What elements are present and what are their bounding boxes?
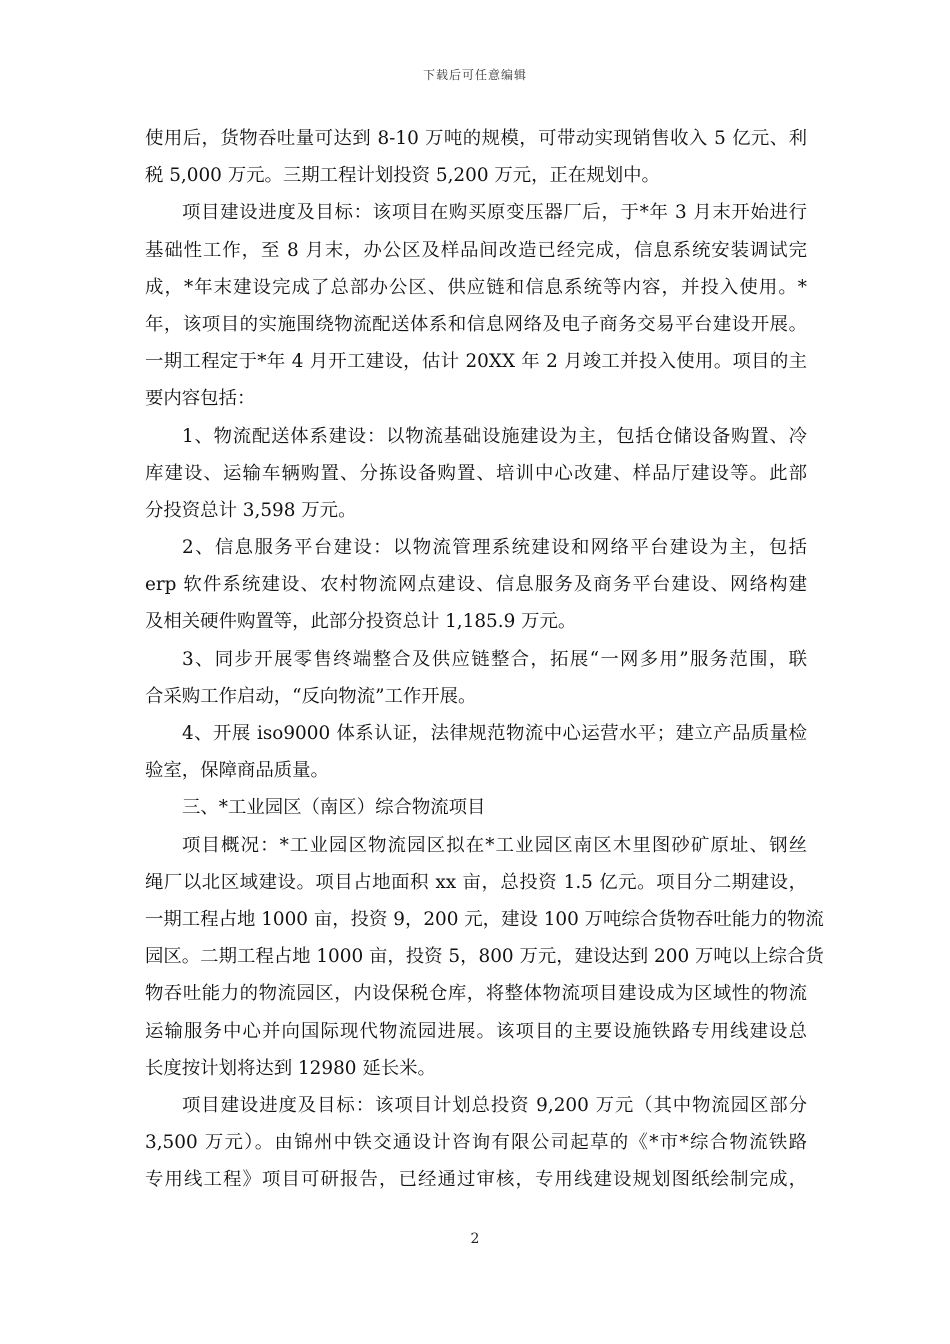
text-line: 合采购工作启动，“反向物流”工作开展。 xyxy=(145,685,477,707)
text-line: 4、开展 iso9000 体系认证，法律规范物流中心运营水平；建立产品质量检 xyxy=(182,723,807,744)
text-line: 成，*年末建设完成了总部办公区、供应链和信息系统等内容，并投入使用。* xyxy=(145,276,807,298)
text-line: 验室，保障商品质量。 xyxy=(145,760,329,782)
text-line: 绳厂以北区域建设。项目占地面积 xx 亩，总投资 1.5 亿元。项目分二期建设， xyxy=(145,871,807,893)
text-line: 基础性工作，至 8 月末，办公区及样品间改造已经完成，信息系统安装调试完 xyxy=(145,239,807,261)
text-line: 项目建设进度及目标：该项目在购买原变压器厂后，于*年 3 月末开始进行 xyxy=(182,202,807,224)
text-line: 一期工程定于*年 4 月开工建设，估计 20XX 年 2 月竣工并投入使用。项目的主 xyxy=(145,351,807,373)
text-line: 项目概况：*工业园区物流园区拟在*工业园区南区木里图砂矿原址、钢丝 xyxy=(182,834,807,856)
text-line: 运输服务中心并向国际现代物流园进展。该项目的主要设施铁路专用线建设总 xyxy=(145,1020,807,1042)
text-line: 专用线工程》项目可研报告，已经通过审核，专用线建设规划图纸绘制完成， xyxy=(145,1169,807,1191)
text-line: 项目建设进度及目标：该项目计划总投资 9,200 万元（其中物流园区部分 xyxy=(182,1094,807,1116)
text-line: 1、物流配送体系建设：以物流基础设施建设为主，包括仓储设备购置、冷 xyxy=(182,425,807,447)
text-line: erp 软件系统建设、农村物流网点建设、信息服务及商务平台建设、网络构建 xyxy=(145,574,807,596)
text-line: 使用后，货物吞吐量可达到 8-10 万吨的规模，可带动实现销售收入 5 亿元、利 xyxy=(145,128,807,149)
text-line: 三、*工业园区（南区）综合物流项目 xyxy=(182,797,486,819)
text-line: 要内容包括： xyxy=(145,388,256,410)
text-line: 税 5,000 万元。三期工程计划投资 5,200 万元，正在规划中。 xyxy=(145,165,660,187)
text-line: 及相关硬件购置等，此部分投资总计 1,185.9 万元。 xyxy=(145,611,577,633)
text-line: 库建设、运输车辆购置、分拣设备购置、培训中心改建、样品厅建设等。此部 xyxy=(145,462,807,484)
text-line: 2、信息服务平台建设：以物流管理系统建设和网络平台建设为主，包括 xyxy=(182,537,807,559)
page-header: 下载后可任意编辑 xyxy=(422,68,527,82)
text-line: 物吞吐能力的物流园区，内设保税仓库，将整体物流项目建设成为区域性的物流 xyxy=(145,983,807,1005)
text-line: 长度按计划将达到 12980 延长米。 xyxy=(145,1057,436,1079)
text-line: 3、同步开展零售终端整合及供应链整合，拓展“一网多用”服务范围，联 xyxy=(182,648,807,670)
text-line: 分投资总计 3,598 万元。 xyxy=(145,499,357,521)
document-body xyxy=(145,120,824,1198)
text-line: 一期工程占地 1000 亩，投资 9，200 元，建设 100 万吨综合货物吞吐能力的物流 xyxy=(145,908,824,930)
text-line: 3,500 万元）。由锦州中铁交通设计咨询有限公司起草的《*市*综合物流铁路 xyxy=(145,1132,807,1154)
text-line: 园区。二期工程占地 1000 亩，投资 5，800 万元，建设达到 200 万吨以上综合货 xyxy=(145,946,824,968)
text-line: 年，该项目的实施围绕物流配送体系和信息网络及电子商务交易平台建设开展。 xyxy=(145,313,807,335)
page-number: 2 xyxy=(470,1231,480,1247)
